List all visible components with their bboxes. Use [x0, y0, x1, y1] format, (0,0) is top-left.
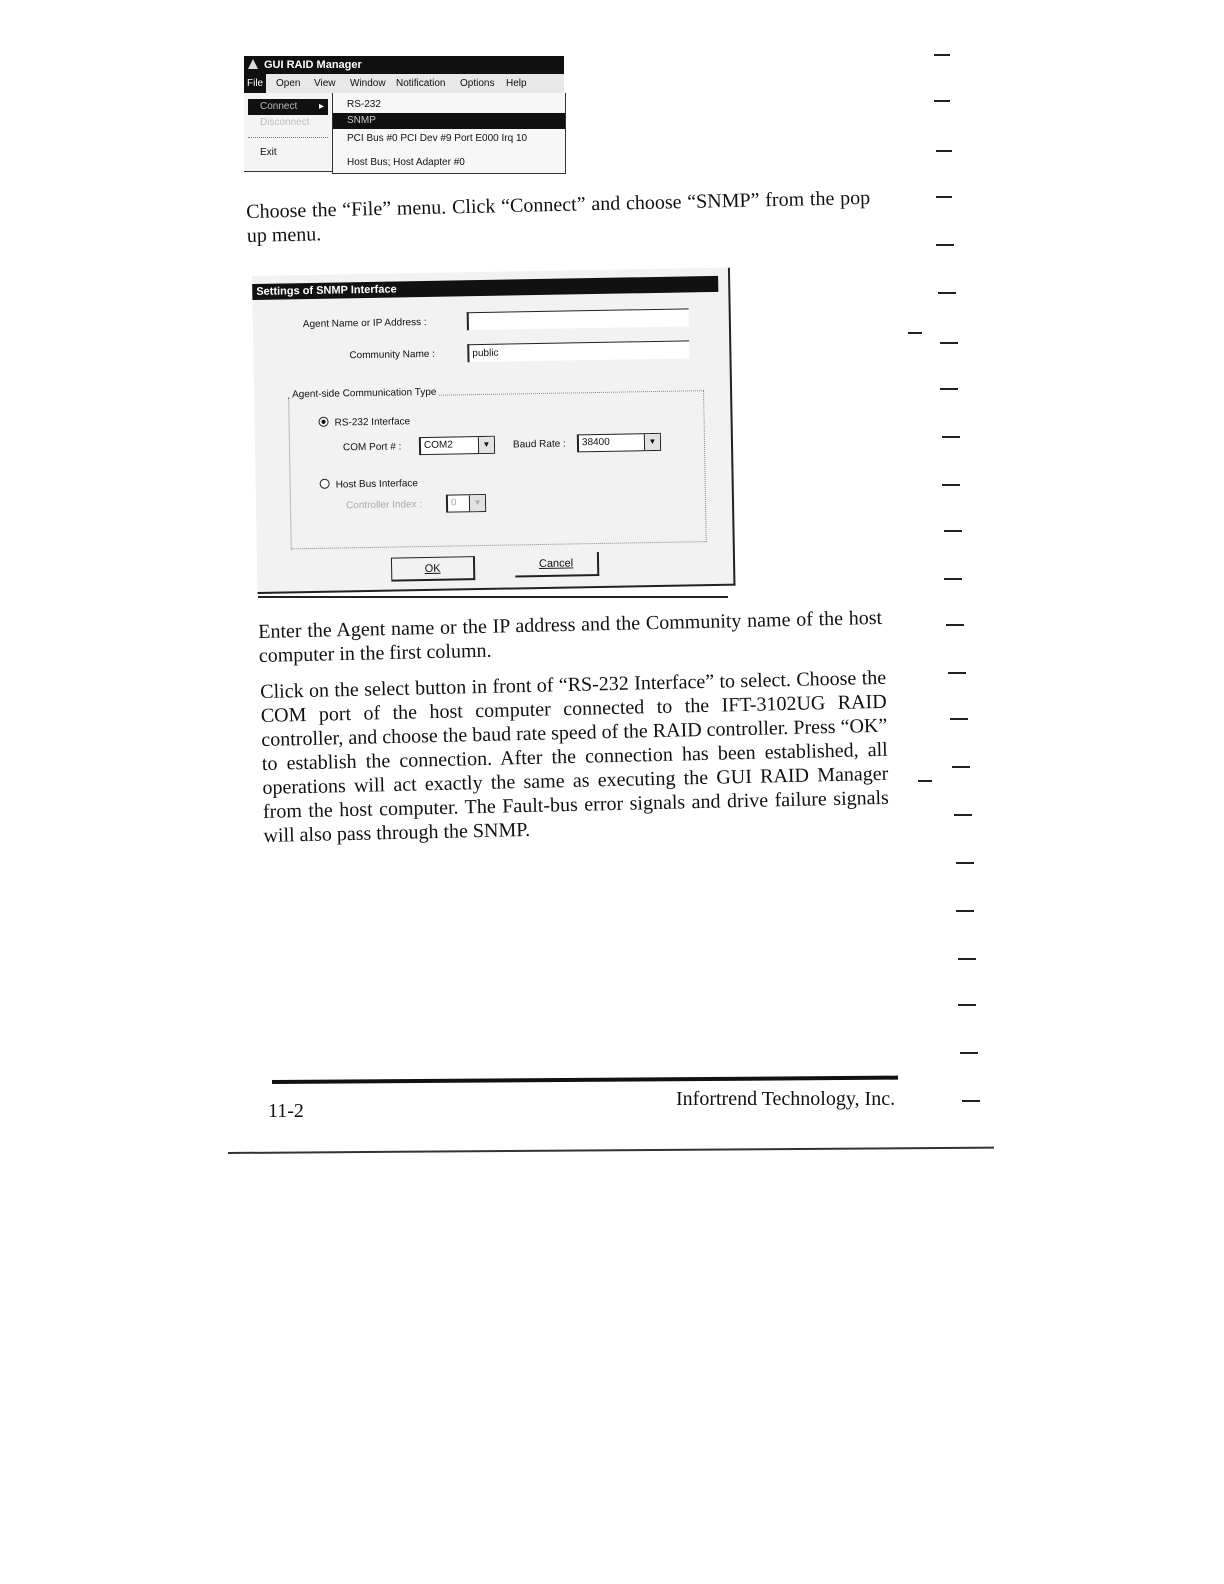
margin-tick [942, 436, 960, 438]
margin-tick [962, 1100, 980, 1102]
communication-type-label: Agent-side Communication Type [291, 386, 437, 401]
menu-item-exit[interactable]: Exit [260, 147, 277, 158]
margin-tick [908, 332, 922, 334]
margin-tick [918, 780, 932, 782]
menu-options[interactable]: Options [460, 78, 495, 89]
controller-index-select[interactable] [446, 494, 486, 513]
cancel-button[interactable]: Cancel [515, 552, 599, 577]
com-port-label: COM Port # : [342, 441, 402, 454]
file-dropdown [244, 93, 332, 172]
baud-rate-value: 38400 [581, 436, 610, 449]
margin-tick [948, 672, 966, 674]
menu-file[interactable]: File [244, 74, 266, 93]
margin-tick [956, 910, 974, 912]
margin-tick [940, 388, 958, 390]
menu-bar [244, 74, 564, 93]
com-port-value: COM2 [423, 439, 453, 452]
margin-tick [956, 862, 974, 864]
dropdown-arrow-icon[interactable]: ▼ [478, 437, 494, 453]
community-name-input[interactable]: public [467, 340, 689, 362]
baud-rate-label: Baud Rate : [512, 438, 566, 451]
margin-tick [934, 100, 950, 102]
menu-open[interactable]: Open [276, 78, 301, 89]
host-bus-radio-label: Host Bus Interface [335, 478, 419, 491]
dropdown-arrow-icon[interactable]: ▼ [469, 495, 485, 511]
menu-notification[interactable]: Notification [396, 78, 446, 89]
margin-tick [944, 578, 962, 580]
page-number: 11-2 [268, 1100, 304, 1122]
instruction-paragraph-2: Enter the Agent name or the IP address and the Community name of the host computer in the first column. [258, 606, 883, 667]
ok-button[interactable]: OK [391, 556, 475, 581]
margin-tick [934, 54, 950, 56]
agent-name-label: Agent Name or IP Address : [302, 316, 427, 331]
controller-index-value: 0 [450, 497, 457, 509]
margin-tick [940, 342, 958, 344]
margin-tick [958, 1004, 976, 1006]
menu-item-disconnect[interactable]: Disconnect [260, 117, 310, 128]
margin-tick [936, 196, 952, 198]
submenu-item-snmp[interactable]: SNMP [333, 113, 565, 129]
margin-tick [938, 292, 956, 294]
submenu-item-rs232[interactable]: RS-232 [347, 99, 381, 110]
footer-rule [272, 1076, 898, 1084]
app-title-bar [244, 56, 564, 74]
agent-name-input[interactable] [467, 308, 689, 330]
snmp-settings-dialog [252, 268, 735, 594]
connect-submenu [332, 93, 566, 174]
margin-tick [944, 530, 962, 532]
app-icon [248, 59, 258, 69]
margin-tick [958, 958, 976, 960]
margin-tick [942, 484, 960, 486]
dialog-title: Settings of SNMP Interface [252, 276, 718, 300]
host-bus-radio[interactable] [320, 477, 418, 491]
margin-tick [946, 624, 964, 626]
company-name: Infortrend Technology, Inc. [676, 1088, 896, 1110]
baud-rate-select[interactable] [577, 433, 661, 452]
menu-screenshot [244, 56, 566, 176]
instruction-paragraph-3: Click on the select button in front of “RS-232 Interface” to select. Choose the COM port of the host computer connected to the IFT-3102UG RAID controller, and choose the baud rate speed of the RAID controller. Press “OK” to establish the connection. After the connection has been established, all operations will act exactly the same as executing the GUI RAID Manager from the host computer. The Fault-bus error signals and drive failure signals will also pass through the SNMP. [260, 666, 890, 847]
rs232-radio[interactable] [318, 415, 410, 429]
menu-view[interactable]: View [314, 78, 336, 89]
community-name-label: Community Name : [349, 348, 436, 362]
submenu-item-hostbus[interactable]: Host Bus; Host Adapter #0 [347, 157, 465, 168]
page-bottom-rule [228, 1147, 994, 1154]
controller-index-label: Controller Index : [345, 499, 423, 512]
communication-type-group [288, 390, 707, 549]
margin-tick [936, 150, 952, 152]
menu-item-connect[interactable]: Connect ▸ [248, 99, 328, 115]
app-title: GUI RAID Manager [264, 59, 362, 71]
margin-tick [960, 1052, 978, 1054]
margin-tick [954, 814, 972, 816]
dialog-underline [258, 596, 728, 598]
submenu-item-pci[interactable]: PCI Bus #0 PCI Dev #9 Port E000 Irq 10 [347, 133, 528, 144]
margin-tick [950, 718, 968, 720]
menu-help[interactable]: Help [506, 78, 527, 89]
dropdown-arrow-icon[interactable]: ▼ [644, 434, 660, 450]
radio-selected-icon [318, 417, 328, 427]
menu-separator [248, 137, 328, 138]
com-port-select[interactable] [419, 436, 495, 455]
margin-tick [936, 244, 954, 246]
menu-window[interactable]: Window [350, 78, 386, 89]
margin-tick [952, 766, 970, 768]
instruction-paragraph-1: Choose the “File” menu. Click “Connect” and choose “SNMP” from the pop up menu. [246, 186, 871, 247]
radio-unselected-icon [320, 479, 330, 489]
rs232-radio-label: RS-232 Interface [334, 416, 411, 429]
